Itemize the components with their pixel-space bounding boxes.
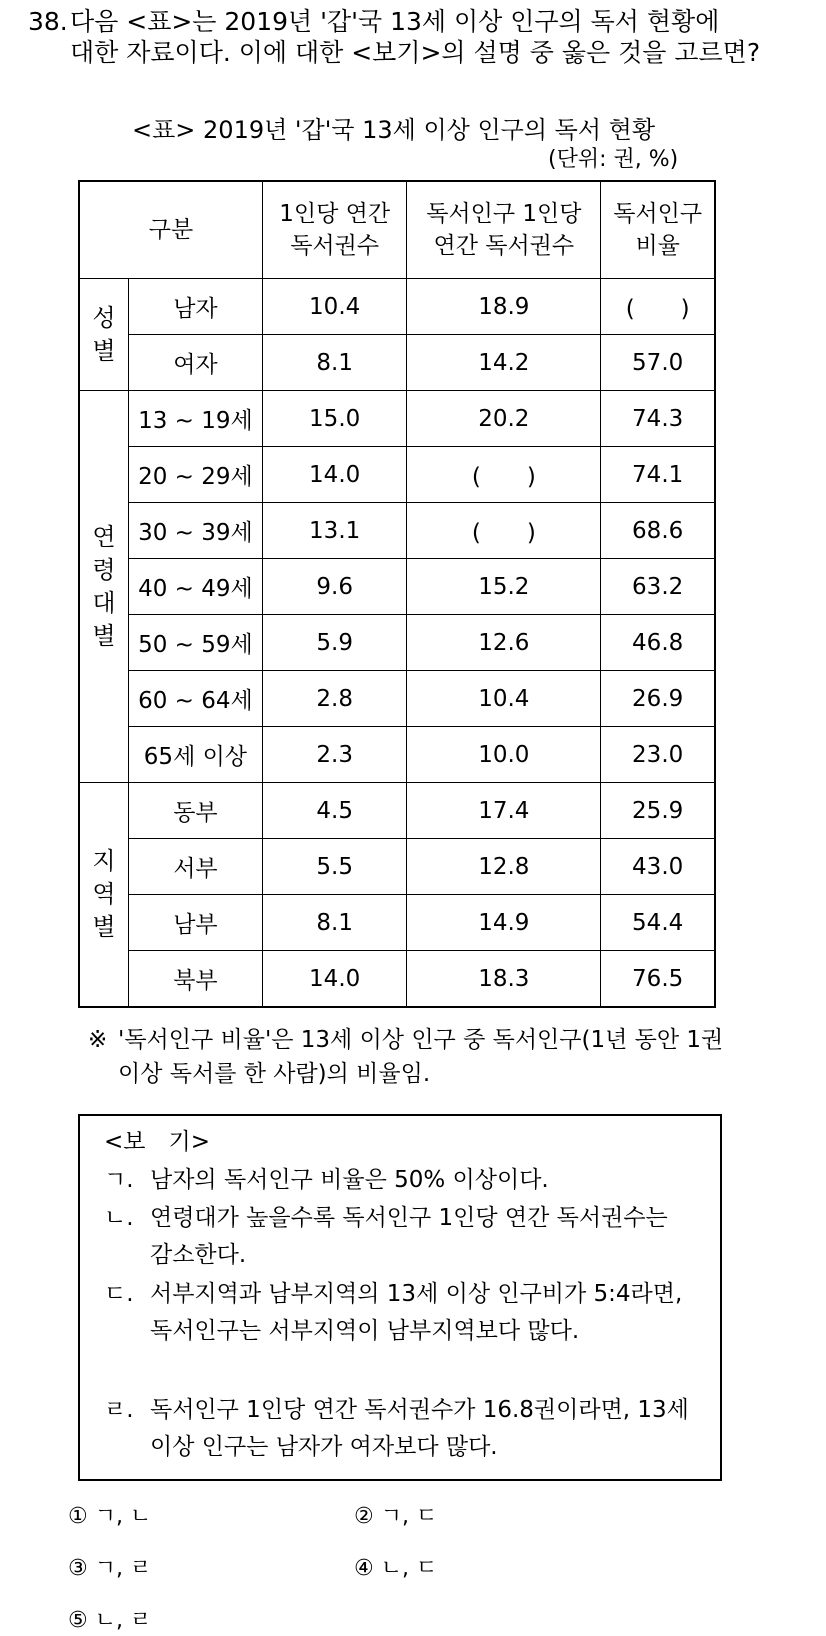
group-char: 대 [92,588,116,617]
statement-giyeok [104,1162,704,1199]
header-col1-line1: 1인당 연간 [279,201,391,227]
table-row [79,335,715,391]
choice-2[interactable]: ② ㄱ, ㄷ [354,1504,438,1529]
cell-per-reader: 18.9 [407,279,601,335]
choice-5[interactable]: ⑤ ㄴ, ㄹ [68,1608,152,1633]
cell-per-capita: 13.1 [263,503,407,559]
cell-per-capita: 2.8 [263,671,407,727]
row-label: 남자 [128,279,262,335]
cell-reader-ratio: ( ) [601,279,715,335]
cell-per-reader: 15.2 [407,559,601,615]
header-col3-line1: 독서인구 [613,201,703,227]
header-col3 [601,181,715,279]
statement-nieun [104,1200,704,1274]
cell-per-capita: 5.5 [263,839,407,895]
header-col1-line2: 독서권수 [290,233,380,259]
table-row [79,783,715,839]
cell-per-reader: 17.4 [407,783,601,839]
statement-text: 독서인구 1인당 연간 독서권수가 16.8권이라면, 13세 이상 인구는 남자가 여자보다 많다. [150,1397,689,1460]
cell-per-reader: 10.0 [407,727,601,783]
table-row [79,839,715,895]
row-label: 30 ~ 39세 [128,503,262,559]
cell-per-capita: 4.5 [263,783,407,839]
choice-4[interactable]: ④ ㄴ, ㄷ [354,1556,438,1581]
group-char: 별 [92,621,116,650]
group-age [79,391,128,783]
table-row [79,727,715,783]
question-number: 38. [28,7,68,36]
choice-3[interactable]: ③ ㄱ, ㄹ [68,1556,152,1581]
cell-reader-ratio: 68.6 [601,503,715,559]
reading-table [78,180,716,1008]
row-label: 서부 [128,839,262,895]
cell-per-reader: 10.4 [407,671,601,727]
row-label: 동부 [128,783,262,839]
row-label: 40 ~ 49세 [128,559,262,615]
group-region [79,783,128,1008]
cell-per-reader: ( ) [407,503,601,559]
group-gender [79,279,128,391]
row-label: 60 ~ 64세 [128,671,262,727]
cell-per-capita: 15.0 [263,391,407,447]
cell-per-capita: 5.9 [263,615,407,671]
cell-reader-ratio: 43.0 [601,839,715,895]
cell-per-reader: 18.3 [407,951,601,1008]
bogi-title: <보 기> [104,1129,210,1155]
cell-reader-ratio: 74.1 [601,447,715,503]
group-char: 지 [92,847,116,875]
table-row [79,671,715,727]
cell-per-capita: 9.6 [263,559,407,615]
table-row [79,279,715,335]
cell-reader-ratio: 25.9 [601,783,715,839]
cell-per-capita: 8.1 [263,895,407,951]
group-char: 연 [92,522,116,551]
cell-per-reader: ( ) [407,447,601,503]
cell-reader-ratio: 26.9 [601,671,715,727]
cell-per-capita: 14.0 [263,951,407,1008]
group-char: 별 [92,336,116,365]
cell-reader-ratio: 54.4 [601,895,715,951]
row-label: 20 ~ 29세 [128,447,262,503]
cell-per-capita: 10.4 [263,279,407,335]
table-row [79,503,715,559]
cell-reader-ratio: 23.0 [601,727,715,783]
cell-per-reader: 14.9 [407,895,601,951]
table-row [79,615,715,671]
table-header-row [79,181,715,279]
row-label: 13 ~ 19세 [128,391,262,447]
table-row [79,951,715,1008]
table-footnote [88,1023,728,1091]
choice-1[interactable]: ① ㄱ, ㄴ [68,1504,152,1529]
header-col2-line1: 독서인구 1인당 [426,201,582,227]
cell-per-capita: 8.1 [263,335,407,391]
header-col1 [263,181,407,279]
statement-key: ㄹ. [104,1397,134,1423]
group-char: 역 [92,880,116,908]
statement-text: 남자의 독서인구 비율은 50% 이상이다. [150,1167,549,1193]
table-row [79,559,715,615]
footnote-text: '독서인구 비율'은 13세 이상 인구 중 독서인구(1년 동안 1권 이상 독서를 한 사람)의 비율임. [118,1027,724,1087]
row-label: 65세 이상 [128,727,262,783]
cell-per-reader: 14.2 [407,335,601,391]
header-col2 [407,181,601,279]
header-col2-line2: 연간 독서권수 [433,233,575,259]
statement-rieul [104,1392,704,1466]
group-char: 성 [92,303,116,332]
row-label: 50 ~ 59세 [128,615,262,671]
footnote-mark: ※ [88,1027,108,1053]
row-label: 남부 [128,895,262,951]
cell-reader-ratio: 74.3 [601,391,715,447]
table-row [79,391,715,447]
statement-key: ㄴ. [104,1205,134,1231]
table-unit: (단위: 권, %) [548,147,679,172]
statement-digeut [104,1276,704,1350]
bogi-box [78,1114,722,1481]
cell-per-capita: 14.0 [263,447,407,503]
row-label: 여자 [128,335,262,391]
statement-key: ㄷ. [104,1281,134,1307]
statement-key: ㄱ. [104,1167,134,1193]
cell-reader-ratio: 57.0 [601,335,715,391]
table-row [79,895,715,951]
cell-reader-ratio: 63.2 [601,559,715,615]
cell-per-capita: 2.3 [263,727,407,783]
table-title: <표> 2019년 '갑'국 13세 이상 인구의 독서 현황 [132,116,656,144]
statement-text: 연령대가 높을수록 독서인구 1인당 연간 독서권수는 감소한다. [150,1205,668,1268]
cell-per-reader: 20.2 [407,391,601,447]
cell-per-reader: 12.8 [407,839,601,895]
cell-per-reader: 12.6 [407,615,601,671]
statement-text: 서부지역과 남부지역의 13세 이상 인구비가 5:4라면, 독서인구는 서부지역이 남부지역보다 많다. [150,1281,683,1344]
cell-reader-ratio: 76.5 [601,951,715,1008]
question-text: 다음 <표>는 2019년 '갑'국 13세 이상 인구의 독서 현황에 대한 자료이다. 이에 대한 <보기>의 설명 중 옳은 것을 고르면? [70,7,761,67]
header-category: 구분 [79,181,263,279]
header-col3-line2: 비율 [635,233,680,259]
question [28,6,768,68]
group-char: 령 [92,555,116,584]
cell-reader-ratio: 46.8 [601,615,715,671]
row-label: 북부 [128,951,262,1008]
table-row [79,447,715,503]
group-char: 별 [92,913,116,941]
